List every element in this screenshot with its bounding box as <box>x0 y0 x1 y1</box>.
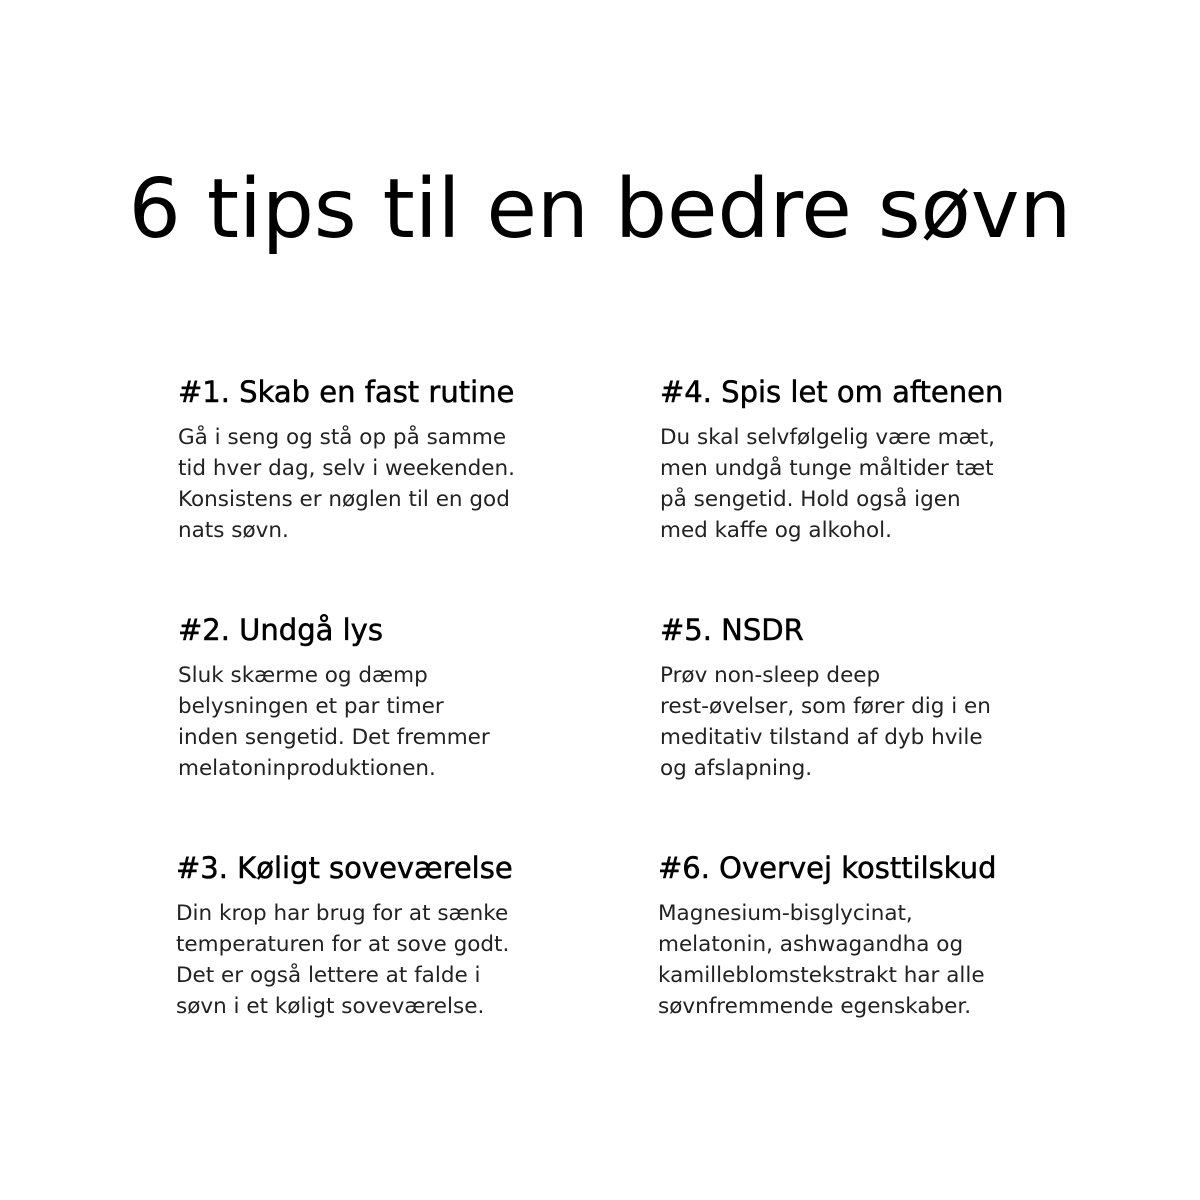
tip-3 <box>176 850 556 1022</box>
tip-body: Du skal selvfølgelig være mæt, men undgå tunge måltider tæt på sengetid. Hold også igen med kaffe og alkohol. <box>660 425 995 543</box>
tip-body: Din krop har brug for at sænke temperaturen for at sove godt. Det er også lettere at falde i søvn i et køligt soveværelse. <box>176 901 510 1019</box>
tip-heading: #5. NSDR <box>660 613 804 647</box>
tip-body: Magnesium-bisglycinat, melatonin, ashwagandha og kamilleblomstekstrakt har alle søvnfremmende egenskaber. <box>658 901 985 1019</box>
tip-heading: #2. Undgå lys <box>178 613 383 647</box>
tip-body: Gå i seng og stå op på samme tid hver dag, selv i weekenden. Konsistens er nøglen til en god nats søvn. <box>178 425 515 543</box>
page-title: 6 tips til en bedre søvn <box>128 162 1072 257</box>
tip-body: Sluk skærme og dæmp belysningen et par timer inden sengetid. Det fremmer melatoninproduktionen. <box>178 663 490 781</box>
tip-heading: #6. Overvej kosttilskud <box>658 851 997 885</box>
tip-body: Prøv non-sleep deep rest-øvelser, som fører dig i en meditativ tilstand af dyb hvile og afslapning. <box>660 663 991 781</box>
tip-2 <box>178 612 558 784</box>
tip-1 <box>178 374 558 546</box>
tip-6 <box>658 850 1038 1022</box>
tip-heading: #4. Spis let om aftenen <box>660 375 1004 409</box>
tip-4 <box>660 374 1040 546</box>
tip-heading: #3. Køligt soveværelse <box>176 851 513 885</box>
tip-heading: #1. Skab en fast rutine <box>178 375 515 409</box>
tip-5 <box>660 612 1040 784</box>
